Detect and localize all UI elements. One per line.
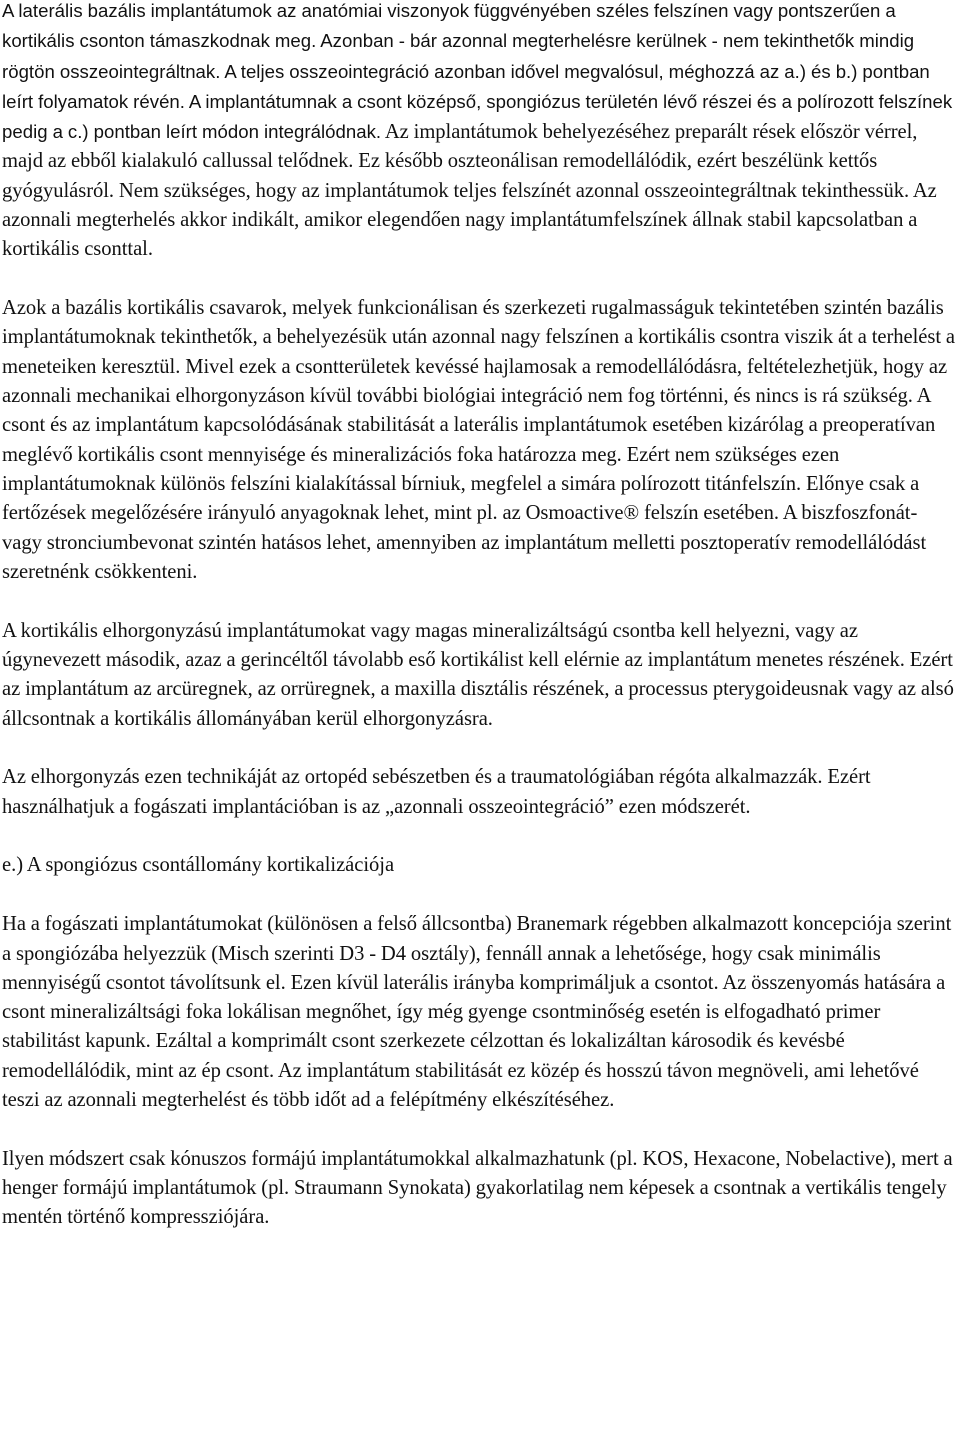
paragraph-branemark-concept: Ha a fogászati implantátumokat (különösen a felső állcsontba) Branemark régebben alkalmazott koncepciója szerint a spongiózába helyezzük (Misch szerinti D3 - D4 osztály), fennáll annak a lehetősége, hogy csak minimális mennyiségű csontot távolítsunk el. Ezen kívül laterális irányba komprimáljuk a csontot. Az összenyomás hatására a csont mineralizáltsági foka lokálisan megnőhet, így még gyenge csontminőség esetén is elfogadható primer stabilitást kapunk. Ezáltal a komprimált csont szerkezete célzottan és lokalizáltan károsodik és kevésbé remodellálódik, mint az ép csont. Az implantátum stabilitását ez közép és hosszú távon megnöveli, ami lehetővé teszi az azonnali megterhelést és több időt ad a felépítmény elkészítéséhez. bbox=[2, 913, 952, 1111]
section-heading-e: e.) A spongiózus csontállomány kortikalizációja bbox=[2, 854, 395, 877]
paragraph-lateral-basal-implants-sans-part: A laterális bazális implantátumok az anatómiai viszonyok függvényében széles felszínen vagy pontszerűen a kortikális csonton támaszkodnak meg. Azonban - bár azonnal megterhelésre kerülnek - nem tekinthetők mindig rögtön osszeointegráltnak. A teljes osszeointegráció azonban idővel megvalósul, méghozzá az a.) és b.) pontban leírt folyamatok révén. A implantátumnak a csont középső, spongiózus területén lévő részei és a polírozott felszínek pedig a c.) pontban leírt módon integrálódnak. bbox=[2, 0, 953, 143]
paragraph-spacer bbox=[2, 1115, 956, 1145]
paragraph-cortical-anchoring: A kortikális elhorgonyzású implantátumokat vagy magas mineralizáltságú csontba kell helyezni, vagy az úgynevezett második, azaz a gerincéltől távolabb eső kortikálist kell elérnie az implantátum menetes részének. Ezért az implantátum az arcüregnek, az orrüregnek, a maxilla disztális részének, a processus pterygoideusnak vagy az alsó állcsontnak a kortikális állományában kerül elhorgonyzásra. bbox=[2, 619, 954, 730]
paragraph-spacer bbox=[2, 265, 956, 295]
paragraph-lateral-basal-implants bbox=[2, 0, 956, 265]
paragraph-spacer bbox=[2, 734, 956, 764]
paragraph-spacer bbox=[2, 881, 956, 911]
paragraph-conical-implants: Ilyen módszert csak kónuszos formájú implantátumokkal alkalmazhatunk (pl. KOS, Hexacone, Nobelactive), mert a henger formájú implantátumok (pl. Straumann Synokata) gyakorlatilag nem képesek a csontnak a vertikális tengely mentén történő kompressziójára. bbox=[2, 1147, 953, 1229]
paragraph-lateral-basal-implants-serif-part: Az implantátumok behelyezéséhez preparált rések először vérrel, majd az ebből kialakuló callussal telődnek. Ez később oszteonálisan remodellálódik, ezért beszélünk kettős gyógyulásról. Nem szükséges, hogy az implantátumok teljes felszínét azonnal osszeointegráltnak tekinthessük. Az azonnali megterhelés akkor indikált, amikor elegendően nagy implantátumfelszínek állnak stabil kapcsolatban a kortikális csonttal. bbox=[2, 121, 937, 261]
paragraph-spacer bbox=[2, 587, 956, 617]
paragraph-anchoring-technique: Az elhorgonyzás ezen technikáját az ortopéd sebészetben és a traumatológiában régóta alkalmazzák. Ezért használhatjuk a fogászati implantációban is az „azonnali osszeointegráció” ezen módszerét. bbox=[2, 766, 871, 818]
paragraph-cortical-screws: Azok a bazális kortikális csavarok, melyek funkcionálisan és szerkezeti rugalmasságuk tekintetében szintén bazális implantátumoknak tekinthetők, a behelyezésük után azonnal nagy felszínen a kortikális csontra viszik át a terhelést a meneteiken keresztül. Mivel ezek a csontterületek kevéssé hajlamosak a remodellálódásra, feltételezhetjük, hogy az azonnali mechanikai elhorgonyzáson kívül további biológiai integráció nem fog történni, és nincs is rá szükség. A csont és az implantátum kapcsolódásának stabilitását a laterális implantátumok esetében kizárólag a preoperatívan meglévő kortikális csont mennyisége és mineralizációs foka határozza meg. Ezért nem szükséges ezen implantátumoknak különös felszíni kialakítással bírniuk, megfelel a simára polírozott titánfelszín. Előnye csak a fertőzések megelőzésére irányuló anyagoknak lehet, mint pl. az Osmoactive® felszín esetében. A biszfoszfonát- vagy stronciumbevonat szintén hatásos lehet, amennyiben az implantátum melletti posztoperatív remodellálódást szeretnénk csökkenteni. bbox=[2, 297, 956, 583]
paragraph-spacer bbox=[2, 822, 956, 852]
